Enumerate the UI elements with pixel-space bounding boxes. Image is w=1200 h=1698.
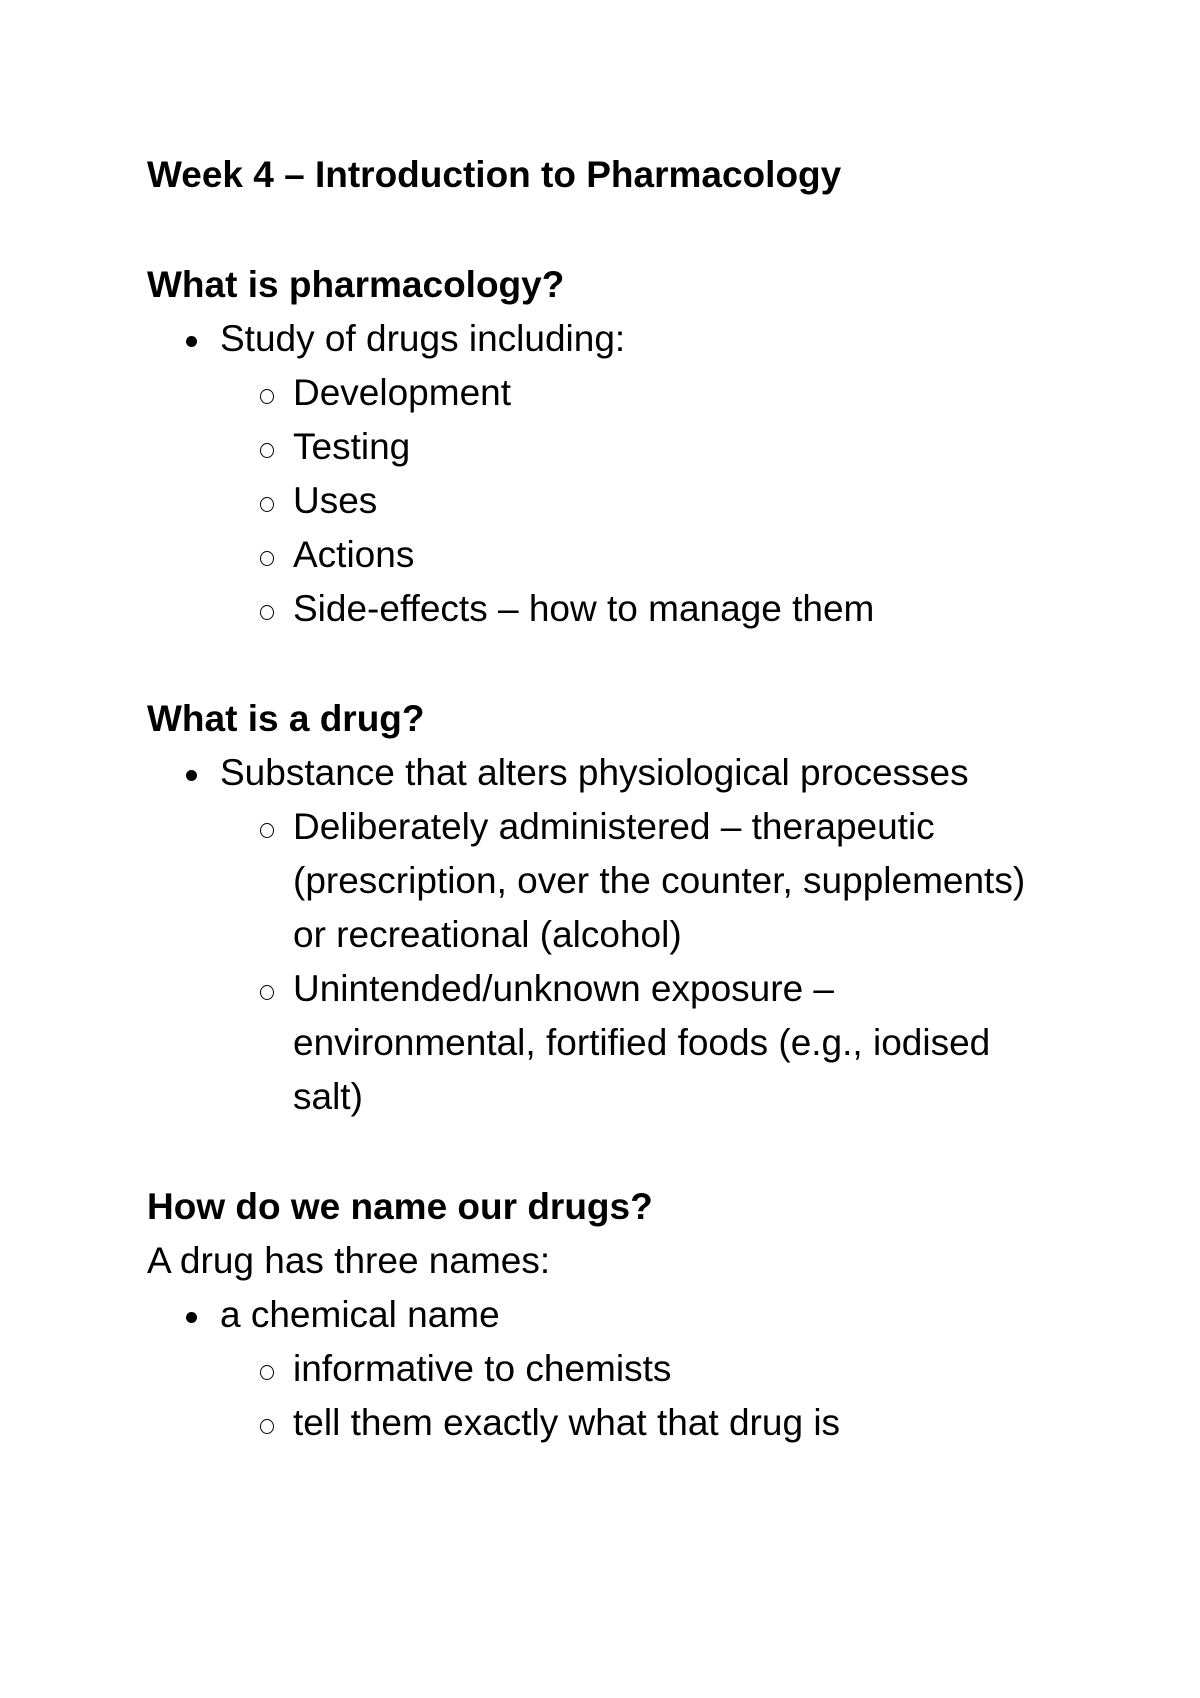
section-what-is-a-drug xyxy=(147,692,1077,1124)
hollow-circle-icon xyxy=(260,1365,274,1380)
hollow-circle-icon xyxy=(260,823,274,838)
bullet-list xyxy=(147,312,1077,636)
bullet-list xyxy=(147,1288,1077,1450)
sub-bullet-text: Actions xyxy=(293,534,415,575)
sub-bullet-item xyxy=(220,1396,1077,1450)
hollow-circle-icon xyxy=(260,1419,274,1434)
sub-bullet-item xyxy=(220,800,1077,962)
bullet-dot-icon xyxy=(186,336,197,347)
sub-bullet-text: Deliberately administered – therapeutic (prescription, over the counter, supplements) or recreational (alcohol) xyxy=(293,806,1026,955)
section-heading: How do we name our drugs? xyxy=(147,1186,653,1227)
sub-bullet-item xyxy=(220,474,1077,528)
section-how-do-we-name-drugs xyxy=(147,1180,1077,1450)
sub-bullet-text: Unintended/unknown exposure – environmental, fortified foods (e.g., iodised salt) xyxy=(293,968,991,1117)
page-title: Week 4 – Introduction to Pharmacology xyxy=(147,154,842,195)
section-what-is-pharmacology xyxy=(147,258,1077,636)
bullet-dot-icon xyxy=(186,1312,197,1323)
sub-bullet-item xyxy=(220,528,1077,582)
sub-bullet-item xyxy=(220,420,1077,474)
sub-bullet-text: Development xyxy=(293,372,512,413)
sub-bullet-text: Uses xyxy=(293,480,378,521)
sub-bullet-text: Side-effects – how to manage them xyxy=(293,588,875,629)
hollow-circle-icon xyxy=(260,443,274,458)
sub-bullet-text: Testing xyxy=(293,426,411,467)
hollow-circle-icon xyxy=(260,605,274,620)
section-heading: What is a drug? xyxy=(147,698,425,739)
sub-bullet-list xyxy=(220,800,1077,1124)
sub-bullet-text: informative to chemists xyxy=(293,1348,672,1389)
sub-bullet-text: tell them exactly what that drug is xyxy=(293,1402,841,1443)
sub-bullet-list xyxy=(220,1342,1077,1450)
document-page xyxy=(147,148,1077,1450)
bullet-item xyxy=(147,1288,1077,1450)
sub-bullet-item xyxy=(220,962,1077,1124)
section-heading: What is pharmacology? xyxy=(147,264,565,305)
bullet-text: Substance that alters physiological processes xyxy=(220,752,969,793)
bullet-dot-icon xyxy=(186,770,197,781)
intro-text: A drug has three names: xyxy=(147,1240,551,1281)
hollow-circle-icon xyxy=(260,497,274,512)
bullet-text: Study of drugs including: xyxy=(220,318,626,359)
sub-bullet-list xyxy=(220,366,1077,636)
sub-bullet-item xyxy=(220,582,1077,636)
sub-bullet-item xyxy=(220,366,1077,420)
bullet-list xyxy=(147,746,1077,1124)
sub-bullet-item xyxy=(220,1342,1077,1396)
hollow-circle-icon xyxy=(260,389,274,404)
bullet-text: a chemical name xyxy=(220,1294,500,1335)
bullet-item xyxy=(147,746,1077,1124)
bullet-item xyxy=(147,312,1077,636)
hollow-circle-icon xyxy=(260,551,274,566)
hollow-circle-icon xyxy=(260,985,274,1000)
